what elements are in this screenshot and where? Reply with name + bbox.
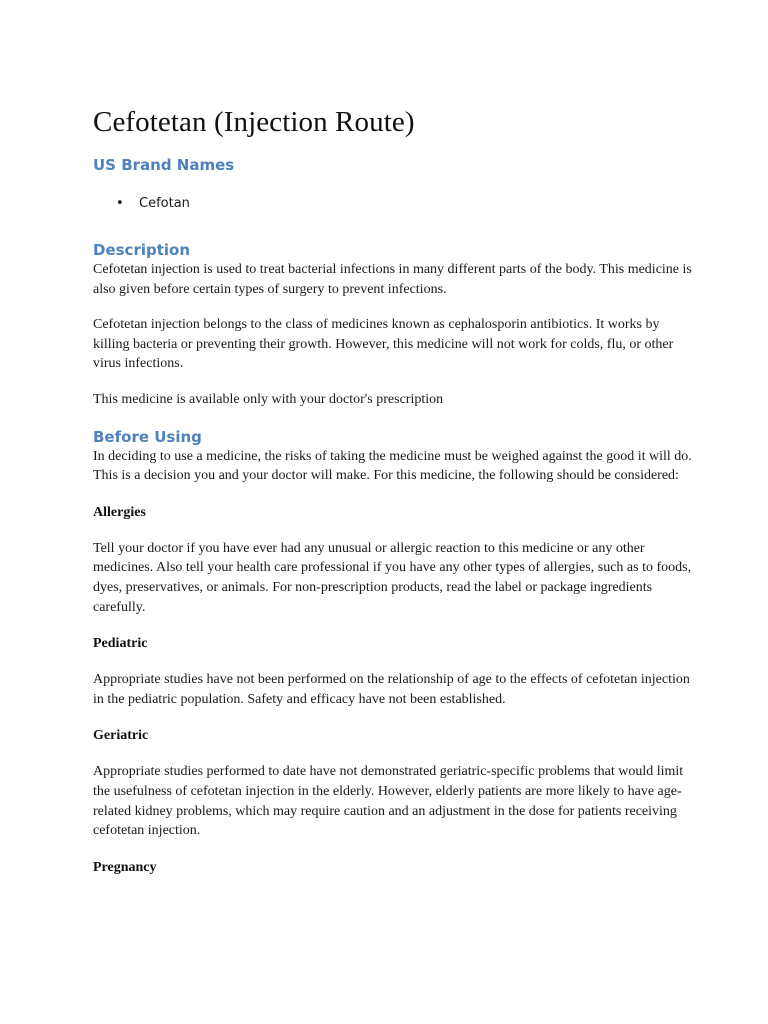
brand-names-list [93,195,693,213]
bullet-icon: • [116,196,124,211]
description-paragraph: This medicine is available only with your doctor's prescription [93,391,444,407]
description-heading: Description [93,241,191,259]
description-paragraph: Cefotetan injection belongs to the class of medicines known as cephalosporin antibiotics. It works by killing bacteria or preventing their growth. However, this medicine will not work for colds, flu, or other virus infections. [93,317,674,372]
brand-names-heading: US Brand Names [93,156,235,174]
pediatric-heading: Pediatric [93,636,148,652]
brand-name: Cefotan [139,196,190,211]
before-using-intro: In deciding to use a medicine, the risks of taking the medicine must be weighed against the good it will do. This is a decision you and your doctor will make. For this medicine, the following should be considered: [93,448,692,484]
pediatric-text: Appropriate studies have not been performed on the relationship of age to the effects of cefotetan injection in the pediatric population. Safety and efficacy have not been established. [93,672,690,707]
before-using-heading: Before Using [93,427,202,446]
page-title: Cefotetan (Injection Route) [93,106,415,138]
geriatric-text: Appropriate studies performed to date have not demonstrated geriatric-specific problems that would limit the usefulness of cefotetan injection in the elderly. However, elderly patients are more likely to have age-related kidney problems, which may require caution and an adjustment in the dose for patients receiving cefotetan injection. [93,764,684,839]
allergies-heading: Allergies [93,504,146,520]
pregnancy-heading: Pregnancy [93,859,157,875]
description-paragraph: Cefotetan injection is used to treat bacterial infections in many different parts of the body. This medicine is also given before certain types of surgery to prevent infections. [93,262,692,297]
allergies-text: Tell your doctor if you have ever had any unusual or allergic reaction to this medicine or any other medicines. Also tell your health care professional if you have any other types of allergies, such as to foods, dyes, preservatives, or animals. For non-prescription products, read the label or package ingredients carefully. [93,540,692,615]
geriatric-heading: Geriatric [93,728,149,744]
list-item [93,195,693,213]
document-content [93,104,693,877]
